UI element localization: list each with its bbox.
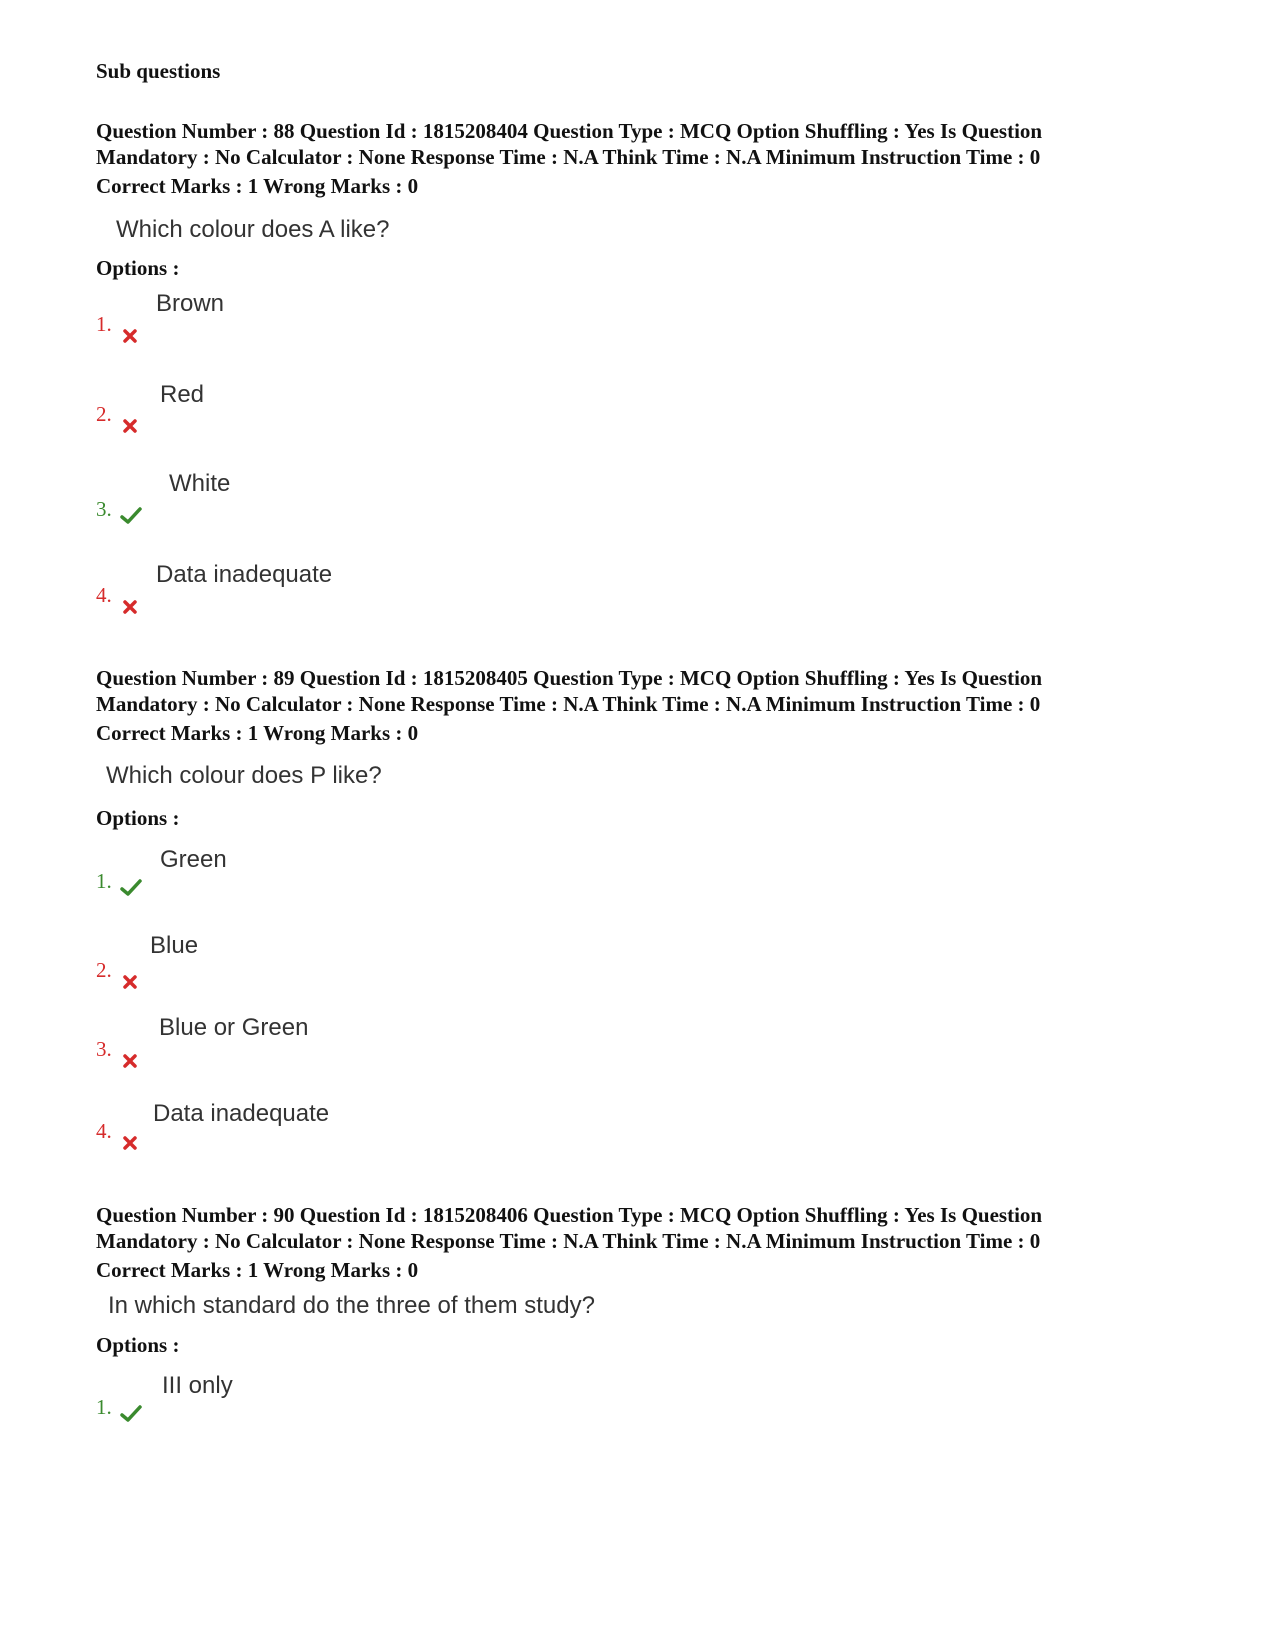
question-meta-line: Mandatory : No Calculator : None Response Time : N.A Think Time : N.A Minimum Instruction Time : 0 [96,692,1041,716]
question-text: In which standard do the three of them study? [108,1292,595,1319]
options-label: Options : [96,1333,180,1357]
options-label: Options : [96,256,180,280]
check-icon [120,506,142,526]
option-text: Blue or Green [159,1014,309,1041]
question-meta-line: Question Number : 90 Question Id : 1815208406 Question Type : MCQ Option Shuffling : Yes Is Question [96,1203,1043,1227]
option-text: Blue [150,932,199,959]
option-text: White [169,470,231,497]
cross-icon [120,1133,142,1153]
option-text: III only [162,1372,233,1399]
option-number: 3. [96,497,112,521]
option-number: 4. [96,583,112,607]
check-icon [120,1404,142,1424]
question-meta-line: Mandatory : No Calculator : None Response Time : N.A Think Time : N.A Minimum Instruction Time : 0 [96,1229,1041,1253]
question-meta [96,665,1196,717]
question-marks: Correct Marks : 1 Wrong Marks : 0 [96,1258,419,1282]
cross-icon [120,597,142,617]
option-number: 3. [96,1037,112,1061]
question-meta-line: Mandatory : No Calculator : None Response Time : N.A Think Time : N.A Minimum Instruction Time : 0 [96,145,1041,169]
cross-icon [120,416,142,436]
options-label: Options : [96,806,180,830]
option-text: Brown [156,290,225,317]
option-number: 2. [96,958,112,982]
question-meta [96,118,1196,170]
option-text: Data inadequate [153,1100,330,1127]
page-heading: Sub questions [96,59,221,83]
option-number: 1. [96,1395,112,1419]
question-text: Which colour does P like? [106,762,382,789]
option-text: Data inadequate [156,561,333,588]
cross-icon [120,326,142,346]
option-text: Green [160,846,227,873]
option-number: 1. [96,869,112,893]
question-meta [96,1202,1196,1254]
question-marks: Correct Marks : 1 Wrong Marks : 0 [96,721,419,745]
question-text: Which colour does A like? [116,216,390,243]
question-meta-line: Question Number : 88 Question Id : 1815208404 Question Type : MCQ Option Shuffling : Yes Is Question [96,119,1043,143]
option-number: 2. [96,402,112,426]
question-meta-line: Question Number : 89 Question Id : 1815208405 Question Type : MCQ Option Shuffling : Yes Is Question [96,666,1043,690]
cross-icon [120,972,142,992]
option-number: 4. [96,1119,112,1143]
cross-icon [120,1051,142,1071]
option-text: Red [160,381,205,408]
check-icon [120,878,142,898]
option-number: 1. [96,312,112,336]
question-marks: Correct Marks : 1 Wrong Marks : 0 [96,174,419,198]
